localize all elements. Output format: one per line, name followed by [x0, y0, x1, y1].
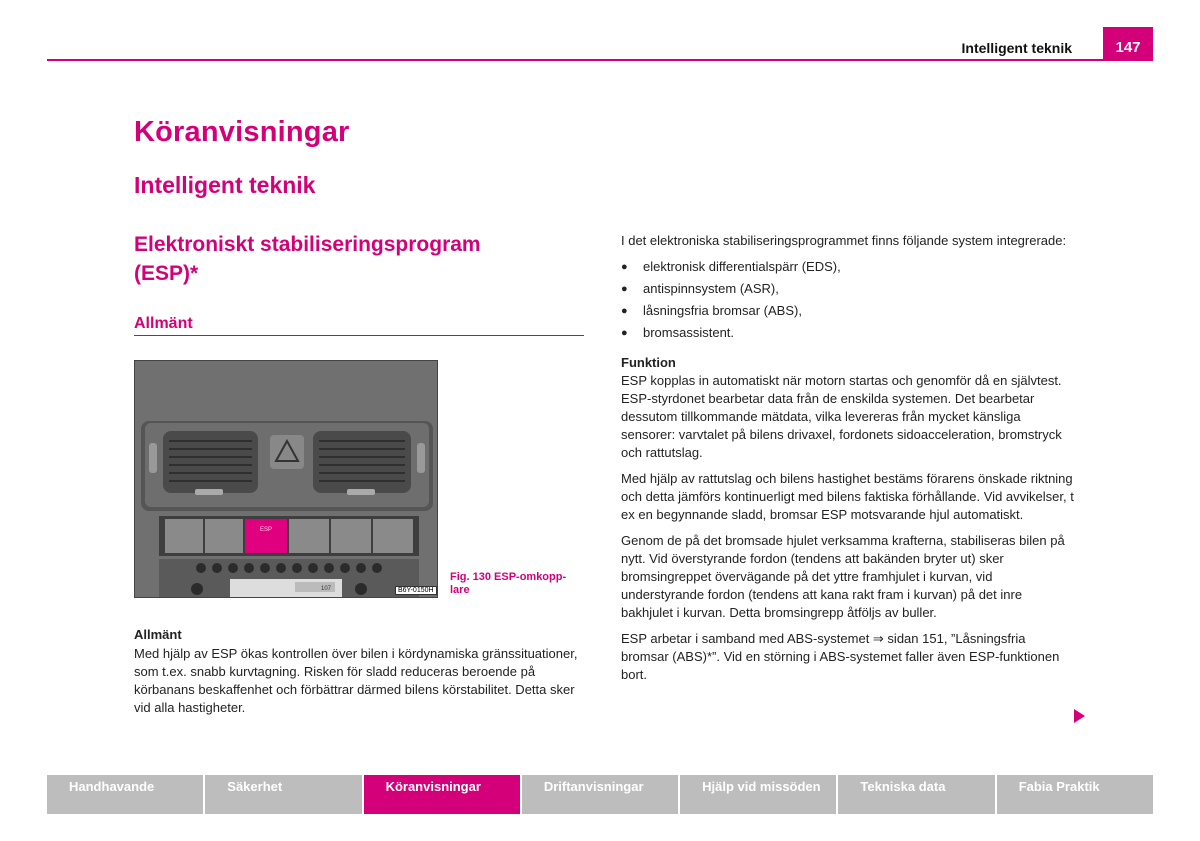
chapter-title: Köranvisningar	[134, 116, 350, 148]
left-column-paragraph: Med hjälp av ESP ökas kontrollen över bilen i kördynamiska gränssituationer, som t.ex. snabb kurvtagning. Risken för sladd reduceras beroende på körbanans beskaffenhet och förbättrar därmed bilens körstabilitet. Detta sker vid alla hastigheter.	[134, 646, 578, 715]
list-item: ● låsningsfria bromsar (ABS),	[621, 302, 1076, 320]
function-paragraph-4: ESP arbetar i samband med ABS-systemet ⇒ sidan 151, ”Låsningsfria bromsar (ABS)*”. Vid en störning i ABS-systemet faller även ESP-funktionen bort.	[621, 631, 1060, 682]
next-page-arrow-icon[interactable]	[1074, 709, 1085, 723]
function-paragraph-1: ESP kopplas in automatiskt när motorn startas och genomför då en självtest. ESP-styrdonet bearbetar data från de enskilda systemen. Det bearbetar dessutom tillkommande mätdata, vilka levereras från mycket känsliga sensorer: varvtalet på bilens drivaxel, fordonets sidoacceleration, bromstryck och rattutslag.	[621, 373, 1062, 460]
tab-driftanvisningar[interactable]: Driftanvisningar	[522, 775, 678, 814]
right-column	[621, 232, 1076, 692]
list-item: ● antispinnsystem (ASR),	[621, 280, 1076, 298]
header-rule	[47, 59, 1153, 61]
running-title: Intelligent teknik	[961, 40, 1072, 56]
chapter-nav	[47, 775, 1153, 814]
function-paragraph-3: Genom de på det bromsade hjulet verksamma krafterna, stabiliseras bilen på nytt. Vid överstyrande fordon (tendens att bakänden bryter ut) sker bromsingreppet övervägande på det yttre framhjulet i kurvan, vid understyrande fordon (tendens att kana rakt fram i kurvan) på det inre bakhjulet i kurvan. Detta bromsingrepp åtföljs av buller.	[621, 533, 1065, 620]
subsection-title	[134, 230, 564, 288]
tab-tekniska-data[interactable]: Tekniska data	[838, 775, 994, 814]
figure-caption-line2: lare	[450, 584, 470, 596]
subsection-title-line2: (ESP)*	[134, 262, 199, 285]
system-list	[621, 258, 1076, 342]
section-title: Intelligent teknik	[134, 172, 316, 198]
esp-switch-figure	[134, 360, 438, 598]
function-heading: Funktion	[621, 355, 676, 370]
list-item: ● elektronisk differentialspärr (EDS),	[621, 258, 1076, 276]
left-column-heading: Allmänt	[134, 627, 182, 642]
tab-sakerhet[interactable]: Säkerhet	[205, 775, 361, 814]
tab-koranvisningar[interactable]: Köranvisningar	[364, 775, 520, 814]
list-item: ● bromsassistent.	[621, 324, 1076, 342]
dashboard-illustration	[135, 361, 438, 598]
topic-title: Allmänt	[134, 315, 193, 332]
esp-button-label: ESP	[259, 527, 273, 533]
subsection-title-line1: Elektroniskt stabiliseringsprogram	[134, 233, 481, 256]
figure-caption	[450, 571, 590, 597]
topic-rule	[134, 335, 584, 336]
left-column	[134, 627, 584, 717]
figure-caption-line1: Fig. 130 ESP-omkopp-	[450, 571, 567, 583]
tab-hjalp-vid-missoden[interactable]: Hjälp vid missöden	[680, 775, 836, 814]
tab-fabia-praktik[interactable]: Fabia Praktik	[997, 775, 1153, 814]
intro-paragraph: I det elektroniska stabiliseringsprogrammet finns följande system integrerade:	[621, 233, 1067, 248]
radio-readout: 107	[321, 586, 332, 592]
function-paragraph-2: Med hjälp av rattutslag och bilens hastighet bestäms förarens önskade riktning och detta jämförs kontinuerligt med bilens faktiska förhållande. Vid avvikelser, t ex en begynnande sladd, bromsar ESP motsvarande hjul automatiskt.	[621, 471, 1074, 522]
figure-code: B6Y-0150H	[395, 586, 437, 595]
page-number: 147	[1103, 27, 1153, 60]
tab-handhavande[interactable]: Handhavande	[47, 775, 203, 814]
